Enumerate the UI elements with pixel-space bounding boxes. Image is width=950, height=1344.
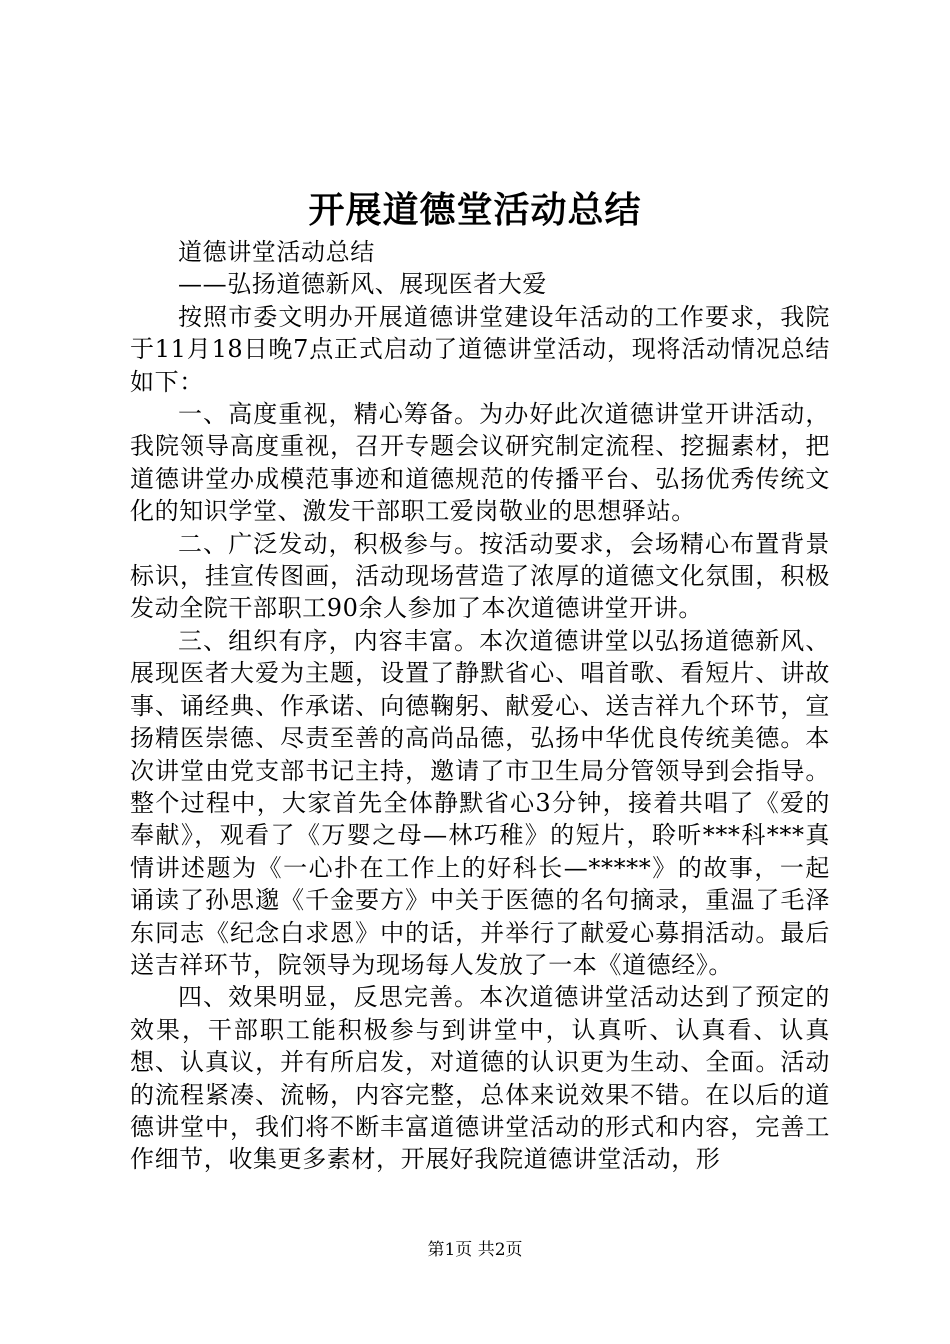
paragraph-tagline: ——弘扬道德新风、展现医者大爱 (178, 270, 547, 299)
paragraph-section-3: 三、组织有序，内容丰富。本次道德讲堂以弘扬道德新风、展现医者大爱为主题，设置了静默省心、唱首歌、看短片、讲故事、诵经典、作承诺、向德鞠躬、献爱心、送吉祥九个环节，宣扬精医崇德、尽责至善的高尚品德，弘扬中华优良传统美德。本次讲堂由党支部书记主持，邀请了市卫生局分管领导到会指导。整个过程中，大家首先全体静默省心3分钟，接着共唱了《爱的奉献》，观看了《万婴之母—林巧稚》的短片，聆听***科***真情讲述题为《一心扑在工作上的好科长—*****》的故事，一起诵读了孙思邈《千金要方》中关于医德的名句摘录，重温了毛泽东同志《纪念白求恩》中的话，并举行了献爱心募捐活动。最后送吉祥环节，院领导为现场每人发放了一本《道德经》。 (130, 626, 830, 979)
document-title: 开展道德堂活动总结 (308, 189, 642, 231)
document-body (130, 236, 830, 1176)
paragraph-section-2: 二、广泛发动，积极参与。按活动要求，会场精心布置背景标识，挂宣传图画，活动现场营造了浓厚的道德文化氛围，积极发动全院干部职工90余人参加了本次道德讲堂开讲。 (130, 529, 830, 623)
paragraph-section-1: 一、高度重视，精心筹备。为办好此次道德讲堂开讲活动，我院领导高度重视，召开专题会议研究制定流程、挖掘素材，把道德讲堂办成模范事迹和道德规范的传播平台、弘扬优秀传统文化的知识学堂、激发干部职工爱岗敬业的思想驿站。 (130, 400, 830, 526)
page-footer: 第1页 共2页 (427, 1240, 523, 1260)
paragraph-subtitle: 道德讲堂活动总结 (178, 238, 375, 266)
paragraph-section-4: 四、效果明显，反思完善。本次道德讲堂活动达到了预定的效果，干部职工能积极参与到讲堂中，认真听、认真看、认真想、认真议，并有所启发，对道德的认识更为生动、全面。活动的流程紧凑、流畅，内容完整，总体来说效果不错。在以后的道德讲堂中，我们将不断丰富道德讲堂活动的形式和内容，完善工作细节，收集更多素材，开展好我院道德讲堂活动，形 (130, 983, 830, 1174)
paragraph-intro: 按照市委文明办开展道德讲堂建设年活动的工作要求，我院于11月18日晚7点正式启动了道德讲堂活动，现将活动情况总结如下： (130, 302, 830, 396)
